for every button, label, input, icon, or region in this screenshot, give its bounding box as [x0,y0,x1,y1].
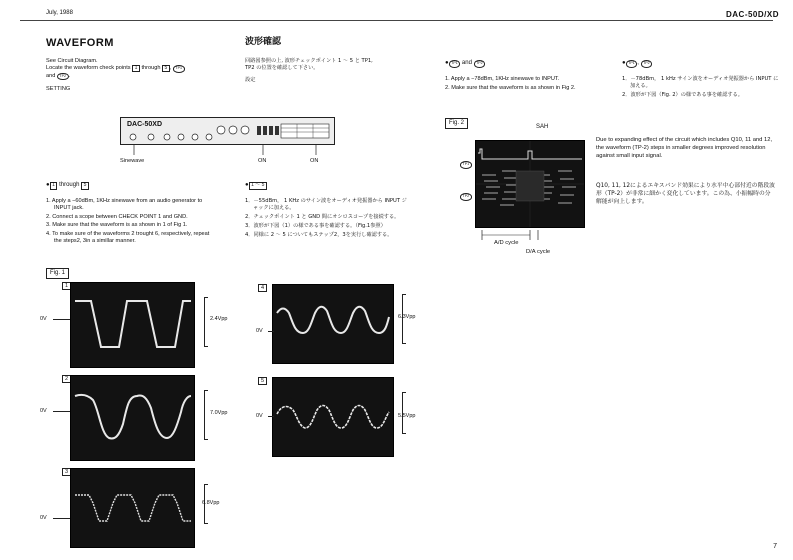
tp1-marker: TP1 [460,161,472,169]
tp-heading: ● TP1 and TP2 [445,60,485,68]
fig2-label: Fig. 2 [445,118,468,129]
scope-screen-1 [70,282,195,368]
page-number: 7 [773,543,777,551]
zero-volt-line [268,416,274,417]
step-item-jp: 2．チェックポイント 1 と GND 間にオシロスコープを接続する。 [245,214,400,221]
tp1-icon: TP1 [173,65,185,73]
section-title-jp: 波形確認 [245,37,282,47]
header-rule [20,20,773,21]
device-controls-icon [121,118,336,146]
steps-list-jp [245,198,410,241]
da-cycle-label: D/A cycle [526,249,551,255]
panel-number: 2 [62,375,71,383]
fig2-waveform-icon [476,141,584,227]
fig2-note-en: Due to expanding effect of the circuit which includes Q10, 11 and 12, the waveform (TP-2) steps in smaller degrees improved resolution against small input signal. [596,137,773,159]
tp-step-item: 1. Apply a −78dBm, 1KHz sinewave to INPUT. [445,76,560,82]
label-sinewave: Sinewave [120,158,145,164]
waveform-rounded-icon [273,378,393,456]
step-item-jp: 4．同様に 2 ～ 5 についてもステップ2，3を実行し確認する。 [245,231,393,238]
fig2-note-jp: Q10, 11, 12によるエキスパンド効果により水平中心部付近の階段波形（TP-2）が非常に細かく変化しています。この為、小振幅時の分解能が向上します。 [596,183,775,205]
intro-text [46,58,221,93]
device-front-panel [120,117,335,145]
tp2-marker: TP2 [460,193,472,201]
amplitude-label: 7.0Vpp [210,410,228,416]
amplitude-label: 5.5Vpp [398,413,416,419]
step-item: 3. Make sure that the waveform is as shown in 1 of Fig 1. [46,222,188,229]
ad-cycle-label: A/D cycle [494,240,519,246]
step-item-jp: 3．波形が下図（1）の様である事を確認する。（Fig.1参照） [245,223,386,230]
label-on-1: ON [258,158,267,164]
zero-volt-label: 0V [256,328,263,334]
step-item: 1. Apply a −60dBm, 1KHz sinewave from an audio generator to INPUT jack. [46,198,203,211]
waveform-stepped-icon [71,469,194,547]
amplitude-bracket [204,390,208,440]
steps-list [46,198,211,246]
tp-step-item-jp: 2．波形が下図（Fig. 2）の様である事を確認する。 [622,92,743,99]
zero-volt-label: 0V [40,408,47,414]
amplitude-bracket [204,297,208,347]
tp2-icon: TP2 [57,73,69,81]
header-date: July, 1988 [46,10,73,16]
amplitude-label: 6.8Vpp [202,500,220,506]
panel-number: 1 [62,282,71,290]
setting-label: SETTING [46,86,71,93]
callout-lines-icon [120,145,335,159]
steps-heading: ● 1 through 5 [46,182,89,190]
step-item: 4. To make sure of the waveforms 2 trought 6, respectively, repeat the steps2, 3in a simillar manner. [46,230,210,244]
header-model: DAC-50D/XD [725,10,779,19]
zero-volt-line [53,518,70,519]
intro-text-jp: 回路図参照の上, 波形チェックポイント 1 ～ 5 と TP1, TP2 の位置を確認して下さい。 設定 [245,58,415,84]
setting-label-jp: 設定 [245,77,256,83]
waveform-rounded-icon [273,285,393,363]
fig1-label: Fig. 1 [46,268,69,279]
zero-volt-line [268,331,274,332]
amplitude-label: 6.3Vpp [398,314,416,320]
tp2-icon: TP2 [474,60,486,68]
zero-volt-label: 0V [40,316,47,322]
intro-line-1: See Circuit Diagram. [46,58,98,64]
zero-volt-label: 0V [40,515,47,521]
sah-label: SAH [536,124,549,130]
fig2-scope-screen [475,140,585,228]
panel-number: 5 [258,377,267,385]
panel-number: 4 [258,284,267,292]
step-item: 2. Connect a scope between CHECK POINT 1 and GND. [46,213,188,220]
tp-steps-list-jp [622,76,782,101]
tp-heading-jp: ● TP1 , TP2 [622,60,652,68]
section-title: WAVEFORM [46,37,114,49]
scope-screen-2 [70,375,195,461]
zero-volt-line [53,319,70,320]
step-item-jp: 1．－55dBm， 1 KHz のサイン波をオーディオ発振器から INPUT ジャックに加える。 [245,198,407,212]
scope-screen-5 [272,377,394,457]
tp-steps-list [445,76,605,93]
scope-screen-4 [272,284,394,364]
intro-line-2: Locate the waveform check points 1 through 5 , TP1 [46,65,221,73]
panel-number: 3 [62,468,71,476]
amplitude-label: 2.4Vpp [210,316,228,322]
scope-screen-3 [70,468,195,548]
steps-heading-jp: ● 1 ～ 5 [245,182,267,190]
waveform-rounded-icon [71,376,194,460]
zero-volt-line [53,411,70,412]
intro-line-3: and TP2 . [46,72,71,79]
zero-volt-label: 0V [256,413,263,419]
waveform-square-icon [71,283,194,367]
cycle-bracket-icon [480,230,560,242]
tp-step-item-jp: 1．－78dBm， 1 kHz サイン波をオーディオ発振器から INPUT に加える。 [622,76,779,90]
tp-step-item: 2. Make sure that the waveform is as shown in Fig 2. [445,84,576,91]
tp1-icon: TP1 [449,60,461,68]
label-on-2: ON [310,158,319,164]
device-model-label: DAC-50XD [127,121,163,128]
